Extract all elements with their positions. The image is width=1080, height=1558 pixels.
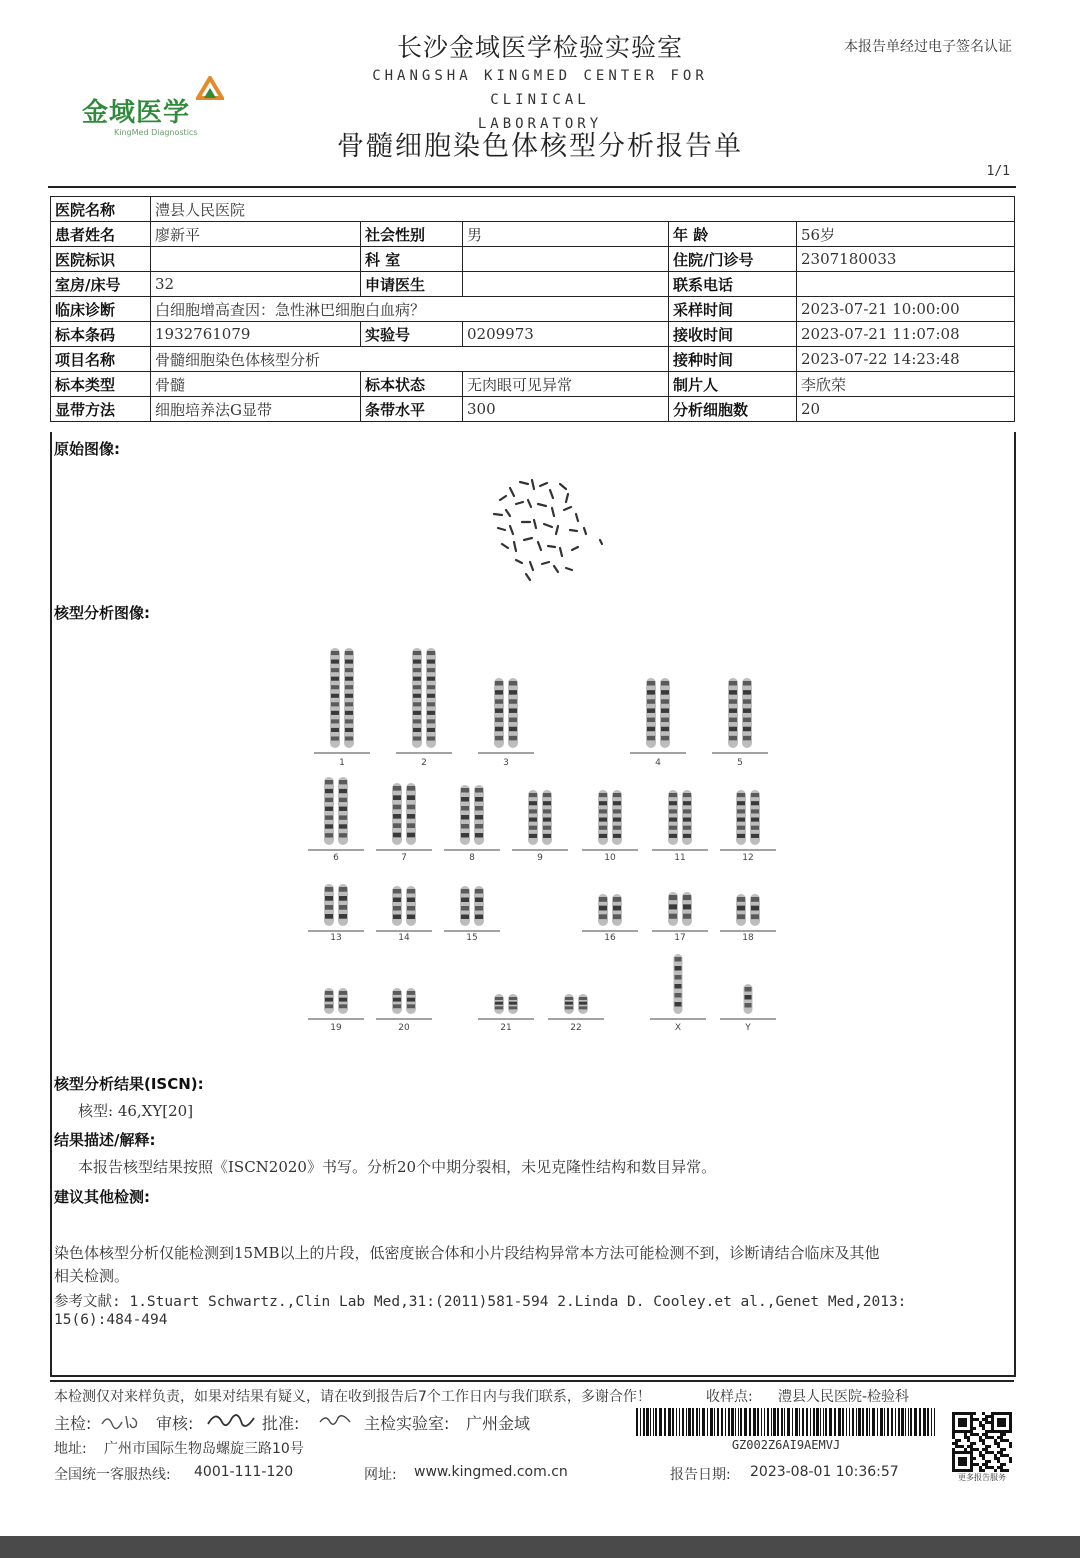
chromosome-pair-11	[652, 790, 708, 863]
signature-note: 本报告单经过电子签名认证	[844, 39, 1012, 55]
patient-name-value: 廖新平	[151, 222, 361, 247]
phone-value	[797, 272, 1015, 297]
hospital-label: 医院名称	[51, 197, 151, 222]
limitation-note-line1: 染色体核型分析仅能检测到15MB以上的片段，低密度嵌合体和小片段结构异常本方法可能检测不到，诊断请结合临床及其他	[54, 1244, 880, 1262]
approver-signature	[316, 1410, 356, 1430]
footer-divider	[50, 1380, 1014, 1382]
chromosome-pair-15	[444, 886, 500, 943]
phone-label: 联系电话	[669, 272, 797, 297]
table-row	[51, 272, 1015, 297]
gender-value: 男	[463, 222, 669, 247]
logo-text: 金域医学	[82, 98, 191, 128]
band-method-label: 显带方法	[51, 397, 151, 422]
hospital-id-value	[151, 247, 361, 272]
chromosome-pair-22	[548, 994, 604, 1033]
address-label: 地址:	[54, 1441, 87, 1457]
gender-label: 社会性别	[361, 222, 463, 247]
table-row	[51, 397, 1015, 422]
approver-label: 批准:	[262, 1414, 300, 1433]
karyotype-label: 1	[339, 758, 345, 768]
chromosome-pair-17	[652, 892, 708, 943]
table-row	[51, 347, 1015, 372]
qr-caption: 更多报告服务	[958, 1473, 1006, 1482]
collection-point-value: 澧县人民医院-检验科	[778, 1389, 910, 1405]
address-value: 广州市国际生物岛螺旋三路10号	[104, 1441, 304, 1457]
limitation-note-line2: 相关检测。	[54, 1267, 130, 1285]
karyotype-label: 12	[742, 853, 754, 863]
chromosome-pair-16	[582, 894, 638, 943]
item-label: 项目名称	[51, 347, 151, 372]
inoculation-time-value: 2023-07-22 14:23:48	[797, 347, 1015, 372]
karyotype-label: 3	[503, 758, 509, 768]
admission-value: 2307180033	[797, 247, 1015, 272]
patient-info-table	[50, 196, 1015, 422]
lab-number-value: 0209973	[463, 322, 669, 347]
chromosome-pair-10	[582, 790, 638, 863]
karyotype-label: Y	[745, 1023, 751, 1033]
cells-count-label: 分析细胞数	[669, 397, 797, 422]
karyotype-label: 14	[398, 933, 410, 943]
diagnosis-label: 临床诊断	[51, 297, 151, 322]
maker-label: 制片人	[669, 372, 797, 397]
references-line2: 15(6):484-494	[54, 1312, 168, 1328]
karyotype-label: 13	[330, 933, 342, 943]
chromosome-pair-X	[650, 954, 706, 1033]
karyotype-result: 核型: 46,XY[20]	[78, 1102, 194, 1120]
chromosome-pair-8	[444, 785, 500, 863]
barcode-label: 标本条码	[51, 322, 151, 347]
page-number: 1/1	[986, 164, 1010, 179]
karyotype-label: 5	[737, 758, 743, 768]
report-title: 骨髓细胞染色体核型分析报告单	[337, 131, 743, 162]
band-level-value: 300	[463, 397, 669, 422]
chromosome-pair-9	[512, 790, 568, 863]
sample-time-value: 2023-07-21 10:00:00	[797, 297, 1015, 322]
age-value: 56岁	[797, 222, 1015, 247]
chromosome-pair-18	[720, 894, 776, 943]
table-row	[51, 247, 1015, 272]
reviewer-label: 审核:	[156, 1414, 194, 1433]
doctor-value	[463, 272, 669, 297]
hospital-value: 澧县人民医院	[151, 197, 1015, 222]
chromosome-pair-14	[376, 886, 432, 943]
chromosome-pair-20	[376, 988, 432, 1033]
karyotype-label: 7	[401, 853, 407, 863]
tester-signature	[98, 1410, 148, 1432]
table-row	[51, 322, 1015, 347]
chromosome-pair-5	[712, 678, 768, 768]
logo-mark-icon	[196, 76, 224, 106]
karyotype-label: 22	[570, 1023, 582, 1033]
lab-number-label: 实验号	[361, 322, 463, 347]
diagnosis-value: 白细胞增高查因：急性淋巴细胞白血病？	[151, 297, 669, 322]
hotline-value: 4001-111-120	[194, 1464, 294, 1480]
hospital-id-label: 医院标识	[51, 247, 151, 272]
karyogram-chromosomes	[300, 630, 780, 1040]
sample-type-value: 骨髓	[151, 372, 361, 397]
patient-name-label: 患者姓名	[51, 222, 151, 247]
chromosome-pair-19	[308, 988, 364, 1033]
report-date-value: 2023-08-01 10:36:57	[750, 1464, 899, 1480]
website-label: 网址:	[364, 1467, 397, 1483]
disclaimer-text: 本检测仅对来样负责，如果对结果有疑义，请在收到报告后7个工作日内与我们联系，多谢合作！	[54, 1389, 651, 1405]
table-row	[51, 297, 1015, 322]
references-line1: 参考文献: 1.Stuart Schwartz.,Clin Lab Med,31:(2011)581-594 2.Linda D. Cooley.et al.,Genet Med,2013:	[54, 1294, 907, 1310]
chromosome-pair-13	[308, 884, 364, 943]
sample-time-label: 采样时间	[669, 297, 797, 322]
receive-time-label: 接收时间	[669, 322, 797, 347]
chromosome-pair-2	[396, 648, 452, 768]
room-label: 室房/床号	[51, 272, 151, 297]
table-row	[51, 372, 1015, 397]
room-value: 32	[151, 272, 361, 297]
chromosome-pair-12	[720, 790, 776, 863]
suggestion-heading: 建议其他检测:	[54, 1188, 150, 1206]
chromosome-pair-6	[308, 777, 364, 863]
karyotype-label: 2	[421, 758, 427, 768]
sample-state-label: 标本状态	[361, 372, 463, 397]
karyotype-label: 17	[674, 933, 686, 943]
metaphase-spread-image	[480, 470, 610, 585]
website-value: www.kingmed.com.cn	[414, 1464, 568, 1480]
logo-subtitle: KingMed Diagnostics	[114, 128, 198, 137]
collection-point-label: 收样点:	[706, 1389, 753, 1405]
lab-name-en-line1: CHANGSHA KINGMED CENTER FOR CLINICAL	[372, 68, 708, 108]
description-heading: 结果描述/解释:	[54, 1131, 156, 1149]
karyotype-label: 19	[330, 1023, 342, 1033]
hotline-label: 全国统一客服热线:	[54, 1467, 171, 1483]
chromosome-pair-1	[314, 648, 370, 768]
karyogram-image	[300, 630, 780, 1040]
main-lab-label: 主检实验室:	[364, 1414, 450, 1433]
header-divider	[48, 186, 1016, 188]
sample-state-value: 无肉眼可见异常	[463, 372, 669, 397]
lab-name-cn: 长沙金域医学检验实验室	[396, 33, 683, 62]
cells-count-value: 20	[797, 397, 1015, 422]
karyotype-label: 4	[655, 758, 661, 768]
barcode-value: 1932761079	[151, 322, 361, 347]
chromosome-pair-21	[478, 994, 534, 1033]
department-label: 科 室	[361, 247, 463, 272]
karyotype-label: 15	[466, 933, 478, 943]
department-value	[463, 247, 669, 272]
description-text: 本报告核型结果按照《ISCN2020》书写。分析20个中期分裂相，未见克隆性结构和数目异常。	[78, 1158, 717, 1176]
chromosome-pair-4	[630, 678, 686, 768]
tester-label: 主检:	[54, 1414, 92, 1433]
karyotype-label: 20	[398, 1023, 410, 1033]
karyotype-label: 8	[469, 853, 475, 863]
karyotype-label: 10	[604, 853, 616, 863]
chromosome-pair-Y	[720, 984, 776, 1033]
band-method-value: 细胞培养法G显带	[151, 397, 361, 422]
report-date-label: 报告日期:	[670, 1467, 731, 1483]
receive-time-value: 2023-07-21 11:07:08	[797, 322, 1015, 347]
karyotype-label: X	[674, 1023, 682, 1033]
report-barcode	[636, 1408, 936, 1436]
main-lab-value: 广州金域	[466, 1414, 531, 1433]
karyotype-label: 6	[333, 853, 339, 863]
doctor-label: 申请医生	[361, 272, 463, 297]
item-value: 骨髓细胞染色体核型分析	[151, 347, 669, 372]
karyotype-label: 16	[604, 933, 616, 943]
inoculation-time-label: 接种时间	[669, 347, 797, 372]
report-code: GZ002Z6AI9AEMVJ	[731, 1438, 841, 1452]
chromosome-pair-7	[376, 783, 432, 863]
band-level-label: 条带水平	[361, 397, 463, 422]
admission-label: 住院/门诊号	[669, 247, 797, 272]
table-row	[51, 197, 1015, 222]
sample-type-label: 标本类型	[51, 372, 151, 397]
karyotype-label: 11	[674, 853, 686, 863]
bottom-gray-band	[0, 1536, 1080, 1558]
lab-name-en-line2: LABORATORY	[477, 116, 603, 132]
karyotype-image-heading: 核型分析图像:	[54, 604, 150, 622]
karyotype-label: 18	[742, 933, 754, 943]
qr-code[interactable]	[952, 1412, 1012, 1472]
maker-value: 李欣荣	[797, 372, 1015, 397]
karyotype-label: 9	[537, 853, 543, 863]
original-image-heading: 原始图像:	[54, 440, 120, 458]
age-label: 年 龄	[669, 222, 797, 247]
result-heading: 核型分析结果(ISCN):	[54, 1075, 204, 1093]
karyotype-label: 21	[500, 1023, 512, 1033]
table-row	[51, 222, 1015, 247]
reviewer-signature	[204, 1408, 260, 1432]
chromosome-pair-3	[478, 678, 534, 768]
